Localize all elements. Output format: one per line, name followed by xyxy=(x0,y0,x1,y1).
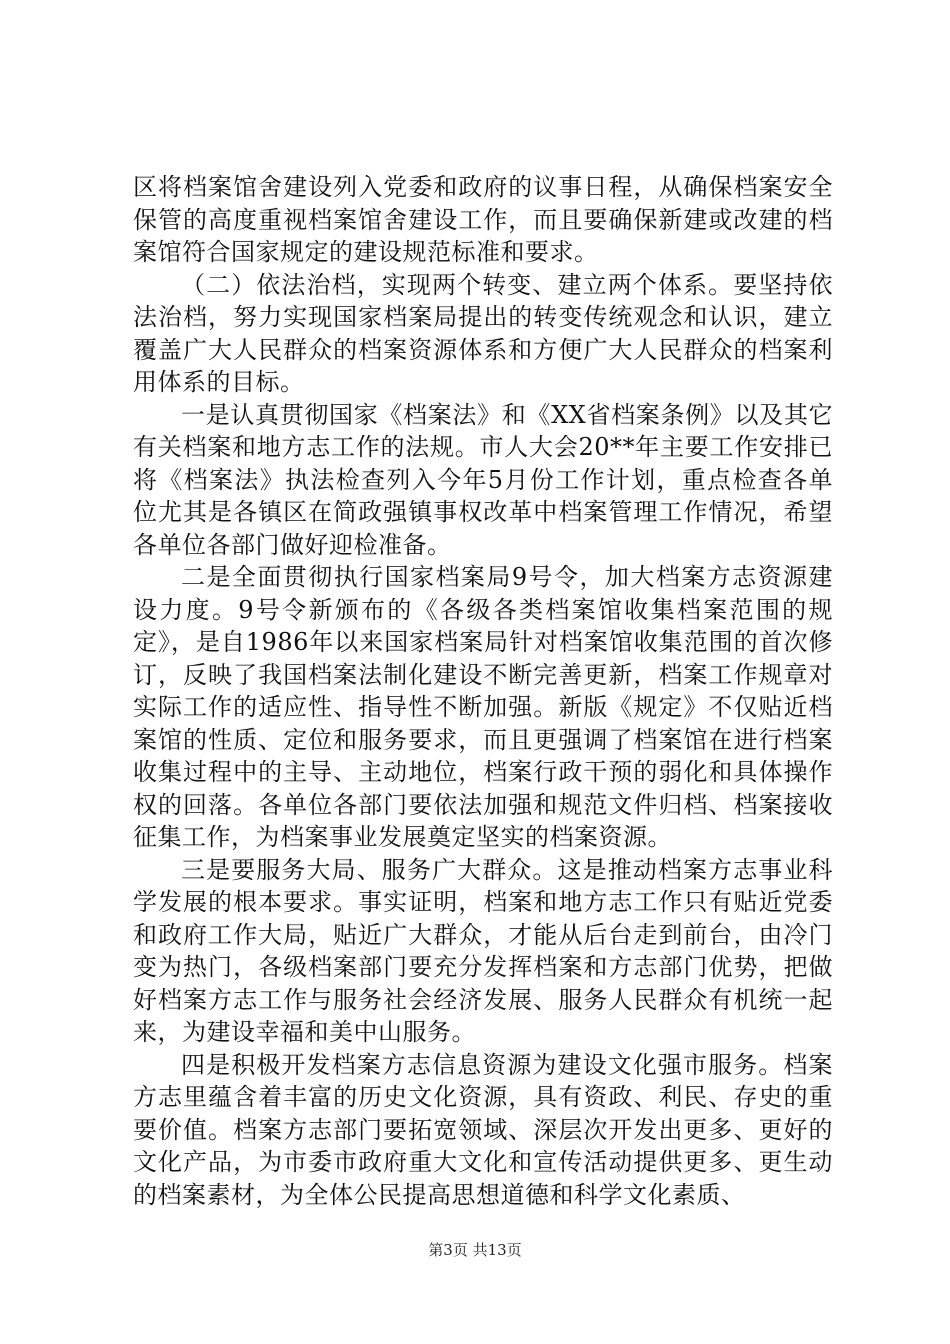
page-number-footer: 第3页 共13页 xyxy=(428,1241,522,1259)
paragraph-3: 一是认真贯彻国家《档案法》和《XX省档案条例》以及其它有关档案和地方志工作的法规。市人大会20**年主要工作安排已将《档案法》执法检查列入今年5月份工作计划，重点检查各单位尤其是各镇区在简政强镇事权改革中档案管理工作情况，希望各单位各部门做好迎检准备。 xyxy=(133,400,833,559)
paragraph-6: 四是积极开发档案方志信息资源为建设文化强市服务。档案方志里蕴含着丰富的历史文化资源，具有资政、利民、存史的重要价值。档案方志部门要拓宽领域、深层次开发出更多、更好的文化产品，为市委市政府重大文化和宣传活动提供更多、更生动的档案素材，为全体公民提高思想道德和科学文化素质、 xyxy=(133,1050,833,1209)
paragraph-5: 三是要服务大局、服务广大群众。这是推动档案方志事业科学发展的根本要求。事实证明，档案和地方志工作只有贴近党委和政府工作大局，贴近广大群众，才能从后台走到前台，由冷门变为热门，各级档案部门要充分发挥档案和方志部门优势，把做好档案方志工作与服务社会经济发展、服务人民群众有机统一起来，为建设幸福和美中山服务。 xyxy=(133,855,833,1046)
paragraph-1: 区将档案馆舍建设列入党委和政府的议事日程，从确保档案安全保管的高度重视档案馆舍建设工作，而且要确保新建或改建的档案馆符合国家规定的建设规范标准和要求。 xyxy=(133,173,833,266)
document-body xyxy=(133,171,833,1211)
paragraph-4: 二是全面贯彻执行国家档案局9号令，加大档案方志资源建设力度。9号令新颁布的《各级各类档案馆收集档案范围的规定》，是自1986年以来国家档案局针对档案馆收集范围的首次修订，反映了我国档案法制化建设不断完善更新，档案工作规章对实际工作的适应性、指导性不断加强。新版《规定》不仅贴近档案馆的性质、定位和服务要求，而且更强调了档案馆在进行档案收集过程中的主导、主动地位，档案行政干预的弱化和具体操作权的回落。各单位各部门要依法加强和规范文件归档、档案接收征集工作，为档案事业发展奠定坚实的档案资源。 xyxy=(133,563,833,851)
paragraph-2: （二）依法治档，实现两个转变、建立两个体系。要坚持依法治档，努力实现国家档案局提出的转变传统观念和认识，建立覆盖广大人民群众的档案资源体系和方便广大人民群众的档案利用体系的目标。 xyxy=(133,270,833,396)
